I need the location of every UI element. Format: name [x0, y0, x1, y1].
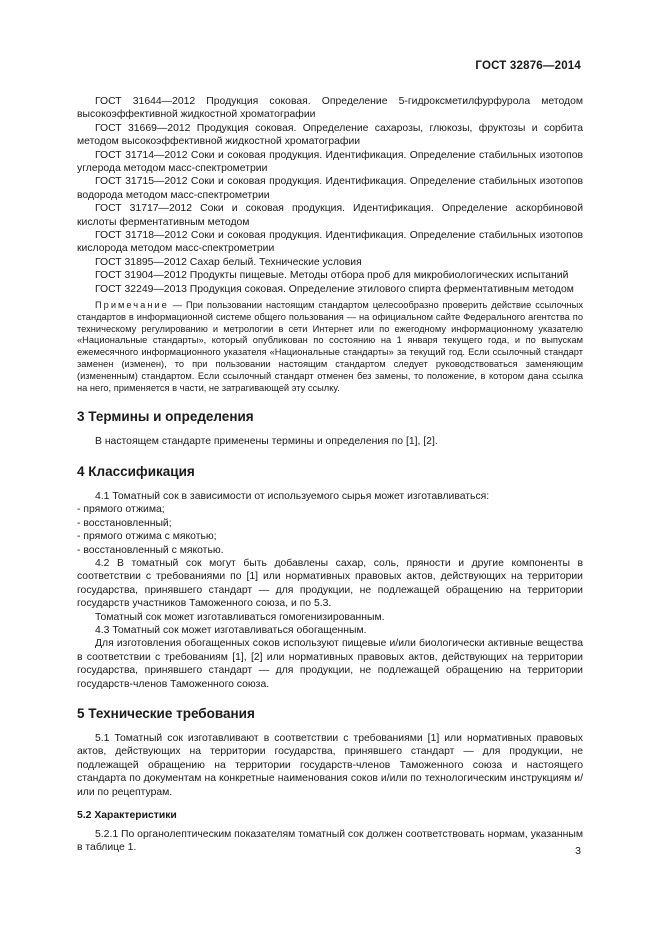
ref-item: ГОСТ 31717—2012 Соки и соковая продукция. Идентификация. Определение аскорбиновой кислоты ферментативным методом	[77, 203, 583, 228]
section-4-3-text: Для изготовления обогащенных соков используют пищевые и/или биологически активные вещества в соответствии с требованиям [1], [2] или нормативных правовых актов, действующих на территории государства, принявшего стандарт — для продукции, не подлежащей обращению на территории государств-членов Таможенного союза.	[77, 638, 583, 690]
section-5-1: 5.1 Томатный сок изготавливают в соответствии с требованиями [1] или нормативных правовых актов, действующих на территории государства, принявшего стандарт — для продукции, не подлежащей обращению на территории государств-членов Таможенного союза и настоящего стандарта по документам на конкретные наименования соков и/или по технологическим инструкциям и/или по рецептурам.	[77, 732, 583, 798]
ref-item: ГОСТ 31669—2012 Продукция соковая. Определение сахарозы, глюкозы, фруктозы и сорбита методом высокоэффективной жидкостной хроматографии	[77, 122, 583, 148]
section-4-3: 4.3 Томатный сок может изготавливаться обогащенным.	[95, 624, 367, 636]
note-paragraph	[77, 300, 583, 394]
ref-item: ГОСТ 31644—2012 Продукция соковая. Определение 5-гидроксметилфурфурола методом высокоэффективной жидкостной хроматографии	[77, 96, 583, 121]
section-4-title: 4 Классификация	[77, 463, 195, 479]
standard-code-header: ГОСТ 32876—2014	[475, 60, 581, 72]
page-number: 3	[575, 845, 581, 857]
note-text: — При пользовании настоящим стандартом целесообразно проверить действие ссылочных стандартов в информационной системе общего пользования — на официальном сайте Федерального агентства по техническому регулированию и метрологии в сети Интернет или по ежегодному информационному указателю «Национальные стандарты», который опубликован по состоянию на 1 января текущего года, и по выпускам ежемесячного информационного указателя «Национальные стандарты» за текущий год. Если ссылочный стандарт заменен (изменен), то при пользовании настоящим стандартом следует руководствоваться заменяющим (измененным) стандартом. Если ссылочный стандарт отменен без замены, то положение, в котором дана ссылка на него, применяется в части, не затрагивающей эту ссылку.	[77, 300, 583, 393]
list-item: - восстановленный с мякотью.	[77, 544, 224, 556]
note-label: Примечание	[95, 300, 169, 311]
section-5-title: 5 Технические требования	[77, 705, 255, 721]
section-4-1: 4.1 Томатный сок в зависимости от используемого сырья может изготавливаться:	[95, 490, 490, 502]
page-content	[77, 95, 583, 855]
section-3-text: В настоящем стандарте применены термины и определения по [1], [2].	[95, 436, 438, 448]
section-5-2-1: 5.2.1 По органолептическим показателям томатный сок должен соответствовать нормам, указанным в таблице 1.	[77, 829, 583, 854]
ref-item: ГОСТ 31714—2012 Соки и соковая продукция. Идентификация. Определение стабильных изотопов углерода методом масс-спектрометрии	[77, 149, 583, 175]
section-4-2-note: Томатный сок может изготавливаться гомогенизированным.	[95, 611, 385, 623]
ref-item: ГОСТ 32249—2013 Продукция соковая. Определение этилового спирта ферментативным методом	[95, 283, 574, 295]
ref-item: ГОСТ 31904—2012 Продукты пищевые. Методы отбора проб для микробиологических испытаний	[95, 270, 569, 282]
list-item: - прямого отжима;	[77, 504, 165, 516]
list-item: - прямого отжима с мякотью;	[77, 531, 217, 543]
ref-item: ГОСТ 31715—2012 Соки и соковая продукция. Идентификация. Определение стабильных изотопов водорода методом масс-спектрометрии	[77, 176, 583, 201]
section-4-2: 4.2 В томатный сок могут быть добавлены сахар, соль, пряности и другие компоненты в соответствии с требованиями по [1] или нормативных правовых актов, действующих на территории государства, принявшего стандарт — для продукции, не подлежащей обращению на территории государств участников Таможенного союза, и по 5.3.	[77, 557, 583, 610]
section-5-2-title: 5.2 Характеристики	[77, 810, 177, 821]
ref-item: ГОСТ 31895—2012 Сахар белый. Технические условия	[95, 256, 362, 268]
ref-item: ГОСТ 31718—2012 Соки и соковая продукция. Идентификация. Определение стабильных изотопов кислорода методом масс-спектрометрии	[77, 230, 583, 255]
list-item: - восстановленный;	[77, 517, 172, 529]
section-3-title: 3 Термины и определения	[77, 409, 254, 425]
